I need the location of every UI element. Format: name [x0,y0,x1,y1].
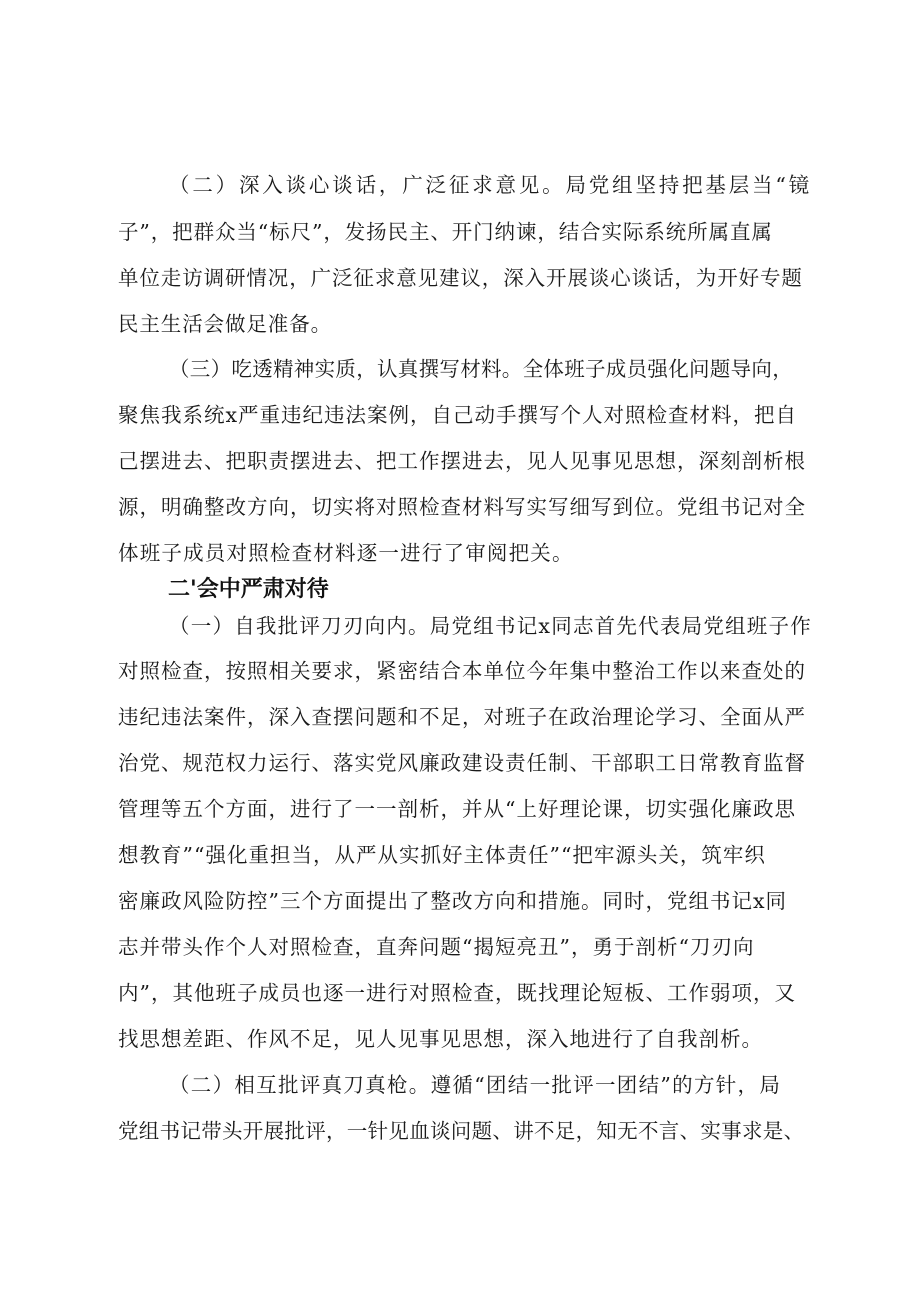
paragraph-2-line-1: （二）深入谈心谈话，广泛征求意见。局党组坚持把基层当“镜 [169,173,812,197]
paragraph-4-line-10: 找思想差距、作风不足，见人见事见思想，深入地进行了自我剖析。 [118,1027,763,1051]
paragraph-2-line-3: 单位走访调研情况，广泛征求意见建议，深入开展谈心谈话，为开好专题 [118,266,803,290]
paragraph-2-line-2: 子”，把群众当“标尺”，发扬民主、开门纳谏，结合实际系统所属直属 [118,220,773,244]
paragraph-4-line-7: 密廉政风险防控”三个方面提出了整改方向和措施。同时，党组书记x同 [118,889,788,913]
paragraph-4-line-1: （一）自我批评刀刃向内。局党组书记x同志首先代表局党组班子作 [169,614,812,638]
paragraph-3-line-3: 己摆进去、把职责摆进去、把工作摆进去，见人见事见思想，深刻剖析根 [118,449,806,473]
paragraph-5-line-1: （二）相互批评真刀真枪。遵循“团结一批评一团结”的方针，局 [169,1073,782,1097]
paragraph-3-line-1: （三）吃透精神实质，认真撰写材料。全体班子成员强化问题导向， [169,357,793,381]
paragraph-5-line-2: 党组书记带头开展批评，一针见血谈问题、讲不足，知无不言、实事求是、 [118,1119,805,1143]
paragraph-3-line-2: 聚焦我系统x严重违纪违法案例，自己动手撰写个人对照检查材料，把自 [118,403,798,427]
paragraph-4-line-6: 想教育”“强化重担当，从严从实抓好主体责任”“把牢源头关，筑牢织 [118,843,766,867]
paragraph-4-line-8: 志并带头作个人对照检查，直奔问题“揭短亮丑”，勇于剖析“刀刃向 [118,935,755,959]
paragraph-4-line-5: 管理等五个方面，进行了一一剖析，并从“上好理论课，切实强化廉政思 [118,797,796,821]
paragraph-3-line-5: 体班子成员对照检查材料逐一进行了审阅把关。 [118,541,574,565]
section-heading: 二'会中严肃对待 [168,577,329,602]
paragraph-4-line-4: 治党、规范权力运行、落实党风廉政建设责任制、干部职工日常教育监督 [118,751,806,775]
paragraph-4-line-2: 对照检查，按照相关要求，紧密结合本单位今年集中整治工作以来查处的 [118,659,806,683]
paragraph-4-line-3: 违纪违法案件，深入查摆问题和不足，对班子在政治理论学习、全面从严 [118,705,806,729]
paragraph-3-line-4: 源，明确整改方向，切实将对照检查材料写实写细写到位。党组书记对全 [118,495,806,519]
paragraph-2-line-4: 民主生活会做足准备。 [118,312,332,336]
paragraph-4-line-9: 内”，其他班子成员也逐一进行对照检查，既找理论短板、工作弱项，又 [118,981,796,1005]
